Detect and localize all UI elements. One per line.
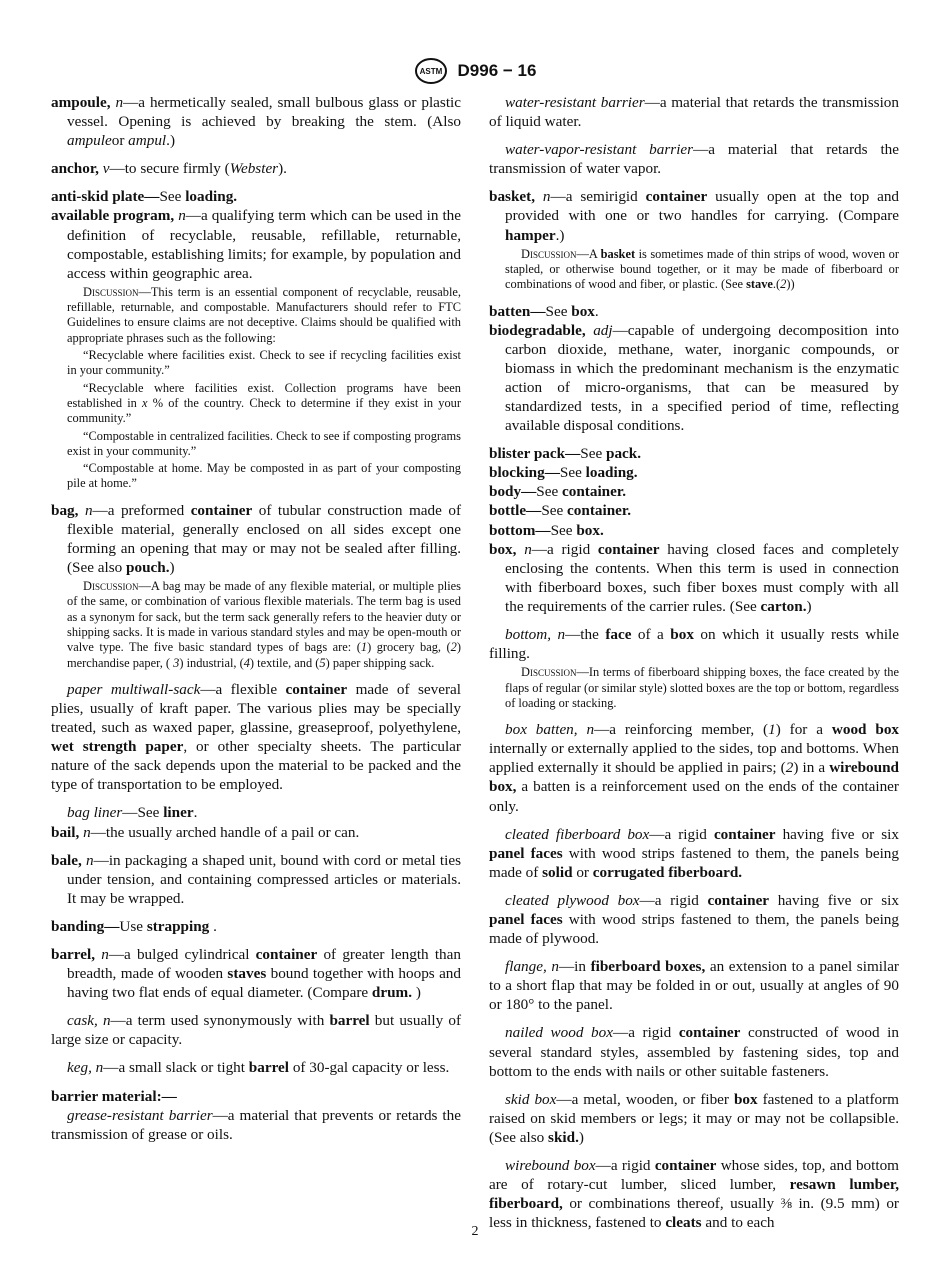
entry-skid-box: skid box—a metal, wooden, or fiber box fastened to a platform raised on skid members or legs; it may or may not be collapsible. (See also skid.) [489, 1090, 899, 1146]
entry-nailed-wood-box: nailed wood box—a rigid container constructed of wood in several standard styles, assembled by fastening sides, top and bottom to the ends with nails or other suitable fasteners. [489, 1024, 899, 1080]
svg-text:ASTM: ASTM [419, 67, 442, 76]
entry-water-resistant-barrier: water-resistant barrier—a material that retards the transmission of liquid water. [489, 94, 899, 131]
entry-blocking: blocking—See loading. [489, 464, 638, 482]
entry-bottom-see-box: bottom—See box. [489, 521, 604, 539]
entry-bag-liner: bag liner—See liner. [67, 804, 198, 822]
discussion-available-program: Discussion—This term is an essential component of recyclable, reusable, refillable, returnable, and compostable. Manufacturers should refer to FTC Guidelines to ensure claims are not deceptive. Claims should be qualified with appropriate phrases such as the following: [67, 284, 461, 345]
entry-banding: banding—Use strapping . [51, 917, 217, 935]
entry-anchor: anchor, v—to secure firmly (Webster). [51, 160, 287, 178]
discussion-basket: Discussion—A basket is sometimes made of thin strips of wood, woven or stapled, or otherwise bound together, or it may be made of fiberboard or combinations of wood and fiber, or plastic. (See stave.(2)) [505, 246, 899, 292]
discussion-bag: Discussion—A bag may be made of any flexible material, or multiple plies of the same, or combination of various flexible materials. The term bag is used as a synonym for sack, but the term sack generally refers to the heavier duty or shipping sacks. It is made in various standard styles and may be open-mouth or valve type. The five basic standard types of bags are: (1) grocery bag, (2) merchandise paper, ( 3) industrial, (4) textile, and (5) paper shipping sack. [67, 579, 461, 670]
entry-paper-multiwall-sack: paper multiwall-sack—a flexible container made of several plies, usually of kraft paper. The various plies may be specially treated, such as waxed paper, glassine, greaseproof, polyethylene, wet strength paper, or other specialty sheets. The particular nature of the sack depends upon the material to be packed and the type of transportation to be employed. [51, 680, 462, 794]
entry-body: body—See container. [489, 483, 626, 501]
discussion-quote: “Recyclable where facilities exist. Collection programs have been established in x % of the country. Check to determine if they exist in your community.” [67, 380, 462, 426]
page-header [0, 57, 950, 85]
entry-blister-pack: blister pack—See pack. [489, 445, 642, 463]
entry-cask: cask, n—a term used synonymously with barrel but usually of large size or capacity. [51, 1012, 462, 1049]
entry-bale: bale, n—in packaging a shaped unit, bound with cord or metal ties under tension, and containing compressed articles or materials. It may be wrapped. [51, 851, 461, 907]
right-column [489, 93, 899, 1241]
standard-designation: D996 − 16 [457, 61, 537, 80]
entry-biodegradable: biodegradable, adj—capable of undergoing decomposition into carbon dioxide, methane, water, inorganic compounds, or biomass in which the predominant mechanism is the enzymatic action of micro-organisms, that can be measured by standardized tests, in a specified period of time, reflecting available disposal conditions. [489, 321, 899, 435]
discussion-quote: “Compostable in centralized facilities. Check to see if composting programs exist in your community.” [67, 428, 461, 458]
entry-bail: bail, n—the usually arched handle of a pail or can. [51, 823, 360, 841]
entry-batten: batten—See box. [489, 302, 599, 320]
discussion-bottom: Discussion—In terms of fiberboard shipping boxes, the face created by the flaps of regular (or similar style) slotted boxes are the top or bottom, regardless of loading or stacking. [505, 665, 899, 710]
discussion-quote: “Recyclable where facilities exist. Check to see if recycling facilities exist in your community.” [67, 348, 461, 378]
astm-logo-icon [414, 57, 448, 85]
entry-water-vapor-resistant-barrier: water-vapor-resistant barrier—a material that retards the transmission of water vapor. [489, 141, 899, 178]
entry-bag: bag, n—a preformed container of tubular construction made of flexible material, generally enclosed on all sides except one forming an opening that may or may not be sealed after filling. (See also pouch.) [51, 501, 462, 576]
entry-wirebound-box: wirebound box—a rigid container whose sides, top, and bottom are of rotary-cut lumber, sliced lumber, resawn lumber, fiberboard, or combinations thereof, usually ⅜ in. (9.5 mm) or less in thickness, fastened to cleats and to each [489, 1157, 899, 1232]
entry-ampoule: ampoule, n—a hermetically sealed, small bulbous glass or plastic vessel. Opening is achieved by breaking the stem. (Also ampuleor ampul.) [51, 94, 462, 150]
entry-keg: keg, n—a small slack or tight barrel of 30-gal capacity or less. [67, 1059, 450, 1077]
entry-box: box, n—a rigid container having closed faces and completely enclosing the contents. When this term is used in connection with fiberboard boxes, such fiber boxes must comply with all the requirements of the carrier rules. (See carton.) [489, 540, 900, 615]
page-number: 2 [471, 1224, 479, 1239]
left-column [51, 93, 461, 1153]
entry-bottle: bottle—See container. [489, 502, 632, 520]
entry-box-batten: box batten, n—a reinforcing member, (1) for a wood box internally or externally applied to the sides, top and bottoms. When applied externally it should be applied in pairs; (2) in a wirebound box, a batten is a reinforcement used on the ends of the container only. [489, 721, 900, 815]
entry-barrier-material: barrier material:— [51, 1087, 177, 1105]
entry-anti-skid-plate: anti-skid plate—See loading. [51, 188, 238, 206]
entry-basket: basket, n—a semirigid container usually open at the top and provided with one or two handles for carrying. (Compare hamper.) [489, 188, 900, 244]
entry-bottom: bottom, n—the face of a box on which it usually rests while filling. [489, 626, 900, 663]
discussion-quote: “Compostable at home. May be composted in as part of your composting pile at home.” [67, 461, 461, 491]
entry-grease-resistant-barrier: grease-resistant barrier—a material that prevents or retards the transmission of grease or oils. [51, 1106, 461, 1143]
entry-flange: flange, n—in fiberboard boxes, an extension to a panel similar to a short flap that may be folded in or out, usually at angles of 90 or 180° to the panel. [489, 958, 899, 1014]
entry-barrel: barrel, n—a bulged cylindrical container of greater length than breadth, made of wooden staves bound together with hoops and having two flat ends of equal diameter. (Compare drum. ) [51, 945, 461, 1002]
entry-available-program: available program, n—a qualifying term which can be used in the definition of recyclable, reusable, refillable, returnable, compostable, establishing limits; for example, by population and access within geographic area. [51, 207, 462, 282]
entry-cleated-fiberboard-box: cleated fiberboard box—a rigid container having five or six panel faces with wood strips fastened to them, the panels being made of solid or corrugated fiberboard. [489, 825, 899, 881]
entry-cleated-plywood-box: cleated plywood box—a rigid container having five or six panel faces with wood strips fastened to them, the panels being made of plywood. [489, 891, 899, 948]
